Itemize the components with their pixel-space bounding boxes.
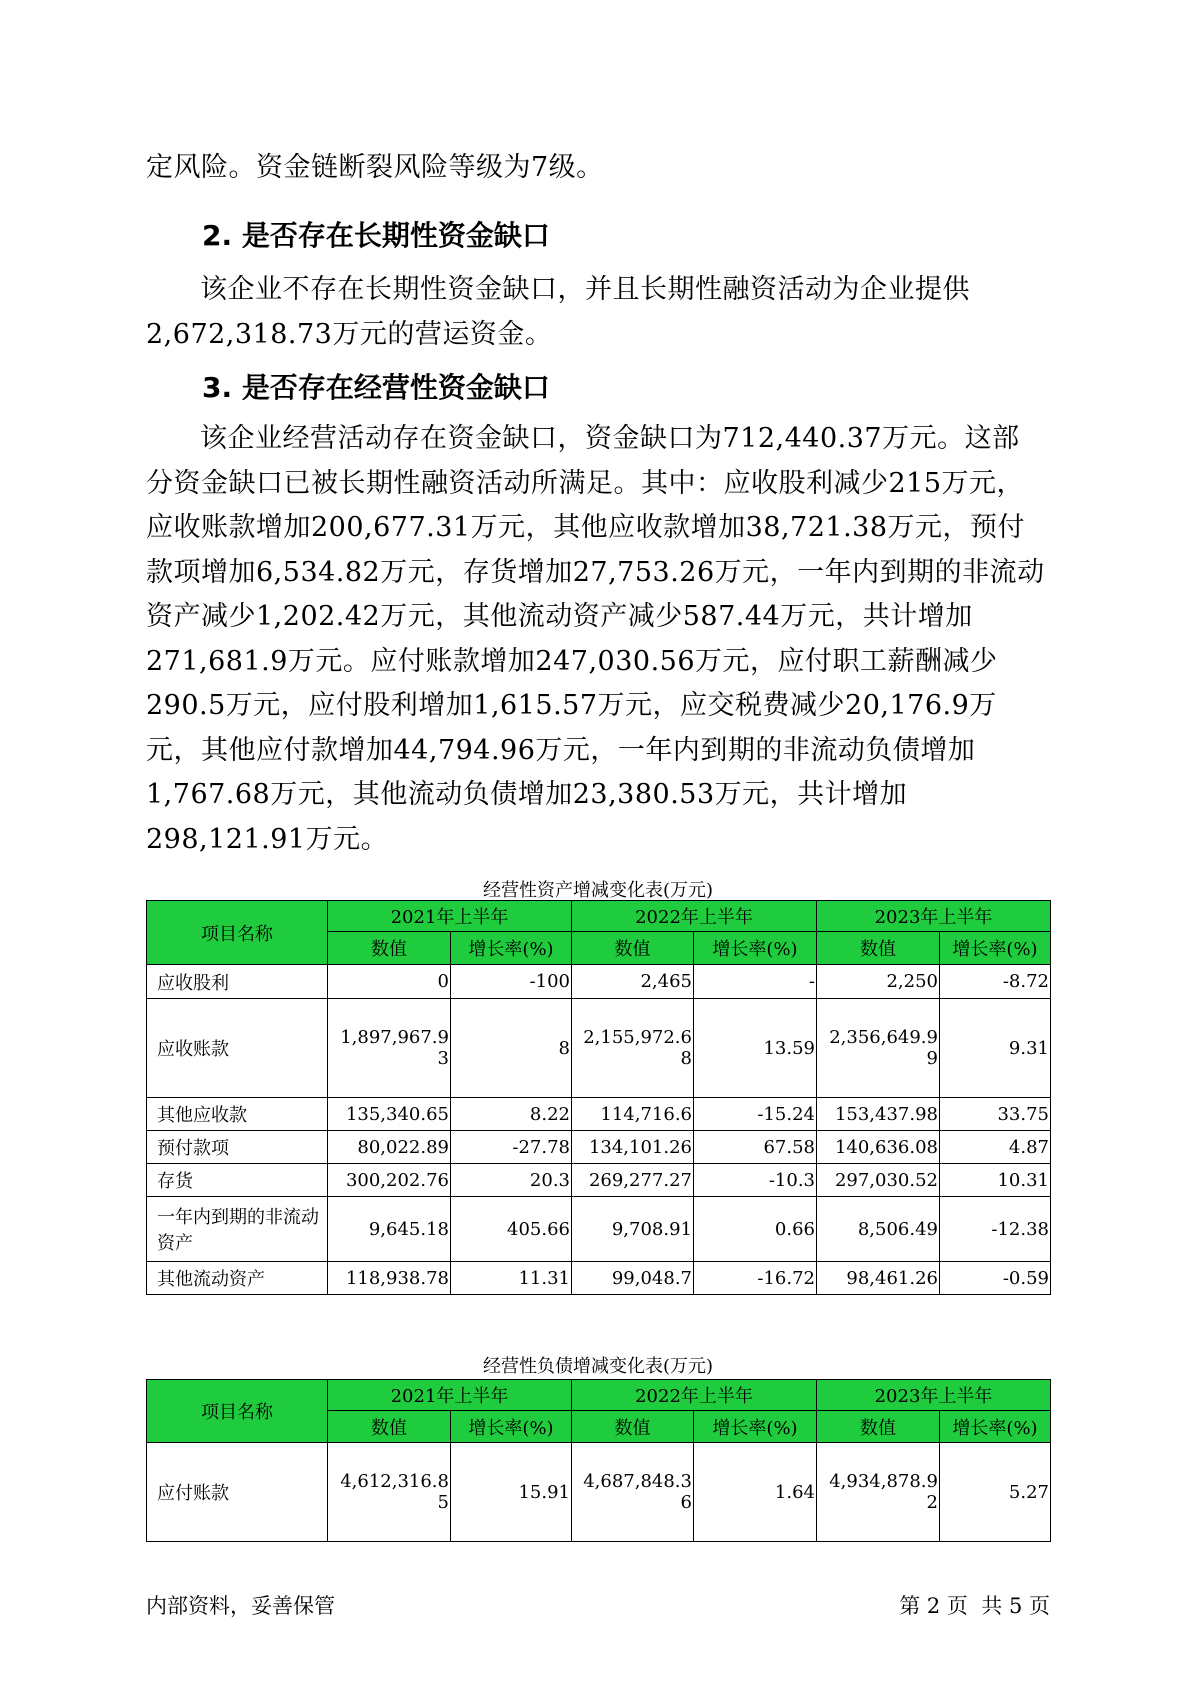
table-cell: -16.72	[694, 1262, 817, 1295]
table-row	[147, 1131, 1051, 1164]
table-cell: -27.78	[451, 1131, 572, 1164]
table-cell: 2,155,972.68	[572, 999, 694, 1098]
header-year-2022: 2022年上半年	[572, 1380, 817, 1411]
row-label: 应收账款	[147, 999, 328, 1098]
table-cell: 9.31	[940, 999, 1051, 1098]
table-cell: 0	[328, 965, 451, 999]
table-cell: 135,340.65	[328, 1098, 451, 1131]
row-label: 应付账款	[147, 1443, 328, 1542]
table-cell: -	[694, 965, 817, 999]
header-growth: 增长率(%)	[451, 932, 572, 965]
table-cell: 2,356,649.99	[817, 999, 940, 1098]
table-cell: 300,202.76	[328, 1164, 451, 1197]
liabilities-table-caption: 经营性负债增减变化表(万元)	[482, 1356, 714, 1377]
row-label: 其他流动资产	[147, 1262, 328, 1295]
table-cell: 33.75	[940, 1098, 1051, 1131]
table-row	[147, 1262, 1051, 1295]
row-label: 应收股利	[147, 965, 328, 999]
table-cell: -12.38	[940, 1197, 1051, 1262]
section-heading-long-term-gap: 2. 是否存在长期性资金缺口	[202, 219, 550, 252]
table-cell: 297,030.52	[817, 1164, 940, 1197]
table-cell: 10.31	[940, 1164, 1051, 1197]
table-cell: -15.24	[694, 1098, 817, 1131]
table-row	[147, 1443, 1051, 1542]
table-cell: 2,465	[572, 965, 694, 999]
row-label: 存货	[147, 1164, 328, 1197]
table-row	[147, 1164, 1051, 1197]
paragraph-risk-level: 定风险。资金链断裂风险等级为7级。	[146, 152, 604, 183]
header-value: 数值	[572, 932, 694, 965]
paragraph-long-term-gap: 该企业不存在长期性资金缺口，并且长期性融资活动为企业提供2,672,318.73万元的营运资金。	[146, 274, 970, 350]
section-heading-operating-gap: 3. 是否存在经营性资金缺口	[202, 371, 550, 404]
header-growth: 增长率(%)	[694, 932, 817, 965]
header-value: 数值	[817, 932, 940, 965]
row-label: 一年内到期的非流动资产	[147, 1197, 328, 1262]
table-cell: 8.22	[451, 1098, 572, 1131]
header-growth: 增长率(%)	[694, 1411, 817, 1443]
table-cell: 20.3	[451, 1164, 572, 1197]
table-cell: 4,934,878.92	[817, 1443, 940, 1542]
table-cell: 15.91	[451, 1443, 572, 1542]
table-cell: 67.58	[694, 1131, 817, 1164]
table-row	[147, 999, 1051, 1098]
table-row	[147, 965, 1051, 999]
table-cell: -10.3	[694, 1164, 817, 1197]
header-growth: 增长率(%)	[451, 1411, 572, 1443]
table-cell: 134,101.26	[572, 1131, 694, 1164]
table-cell: 5.27	[940, 1443, 1051, 1542]
table-cell: 118,938.78	[328, 1262, 451, 1295]
row-label: 预付款项	[147, 1131, 328, 1164]
table-cell: 153,437.98	[817, 1098, 940, 1131]
header-value: 数值	[572, 1411, 694, 1443]
footer-page-number: 第 2 页 共 5 页	[899, 1594, 1050, 1618]
header-growth: 增长率(%)	[940, 932, 1051, 965]
table-cell: 13.59	[694, 999, 817, 1098]
table-row	[147, 1098, 1051, 1131]
table-cell: 140,636.08	[817, 1131, 940, 1164]
table-cell: 8	[451, 999, 572, 1098]
table-cell: 1,897,967.93	[328, 999, 451, 1098]
header-value: 数值	[328, 1411, 451, 1443]
operating-assets-table	[146, 900, 1051, 1295]
header-item-name: 项目名称	[147, 1380, 328, 1443]
table-cell: 99,048.7	[572, 1262, 694, 1295]
row-label: 其他应收款	[147, 1098, 328, 1131]
table-cell: 405.66	[451, 1197, 572, 1262]
header-year-2021: 2021年上半年	[328, 901, 572, 932]
footer-confidential-note: 内部资料，妥善保管	[146, 1594, 335, 1618]
header-year-2023: 2023年上半年	[817, 901, 1051, 932]
table-cell: 0.66	[694, 1197, 817, 1262]
paragraph-operating-gap: 该企业经营活动存在资金缺口，资金缺口为712,440.37万元。这部分资金缺口已被长期性融资活动所满足。其中：应收股利减少215万元，应收账款增加200,677.31万元，其他应收款增加38,721.38万元，预付款项增加6,534.82万元，存货增加27,753.26万元，一年内到期的非流动资产减少1,202.42万元，其他流动资产减少587.44万元，共计增加271,681.9万元。应付账款增加247,030.56万元，应付职工薪酬减少290.5万元，应付股利增加1,615.57万元，应交税费减少20,176.9万元，其他应付款增加44,794.96万元，一年内到期的非流动负债增加1,767.68万元，其他流动负债增加23,380.53万元，共计增加298,121.91万元。	[146, 423, 1045, 855]
header-value: 数值	[817, 1411, 940, 1443]
table-cell: 9,708.91	[572, 1197, 694, 1262]
table-cell: 2,250	[817, 965, 940, 999]
header-year-2022: 2022年上半年	[572, 901, 817, 932]
table-cell: 98,461.26	[817, 1262, 940, 1295]
header-item-name: 项目名称	[147, 901, 328, 965]
table-cell: 4,687,848.36	[572, 1443, 694, 1542]
header-growth: 增长率(%)	[940, 1411, 1051, 1443]
header-year-2021: 2021年上半年	[328, 1380, 572, 1411]
header-value: 数值	[328, 932, 451, 965]
header-year-2023: 2023年上半年	[817, 1380, 1051, 1411]
assets-table-caption: 经营性资产增减变化表(万元)	[482, 880, 714, 901]
table-cell: 269,277.27	[572, 1164, 694, 1197]
operating-liabilities-table	[146, 1379, 1051, 1542]
table-cell: 8,506.49	[817, 1197, 940, 1262]
table-cell: 4,612,316.85	[328, 1443, 451, 1542]
table-cell: 80,022.89	[328, 1131, 451, 1164]
table-cell: 9,645.18	[328, 1197, 451, 1262]
table-cell: 4.87	[940, 1131, 1051, 1164]
table-cell: -8.72	[940, 965, 1051, 999]
table-cell: -0.59	[940, 1262, 1051, 1295]
table-cell: 11.31	[451, 1262, 572, 1295]
table-cell: 1.64	[694, 1443, 817, 1542]
table-cell: 114,716.6	[572, 1098, 694, 1131]
table-cell: -100	[451, 965, 572, 999]
table-row	[147, 1197, 1051, 1262]
